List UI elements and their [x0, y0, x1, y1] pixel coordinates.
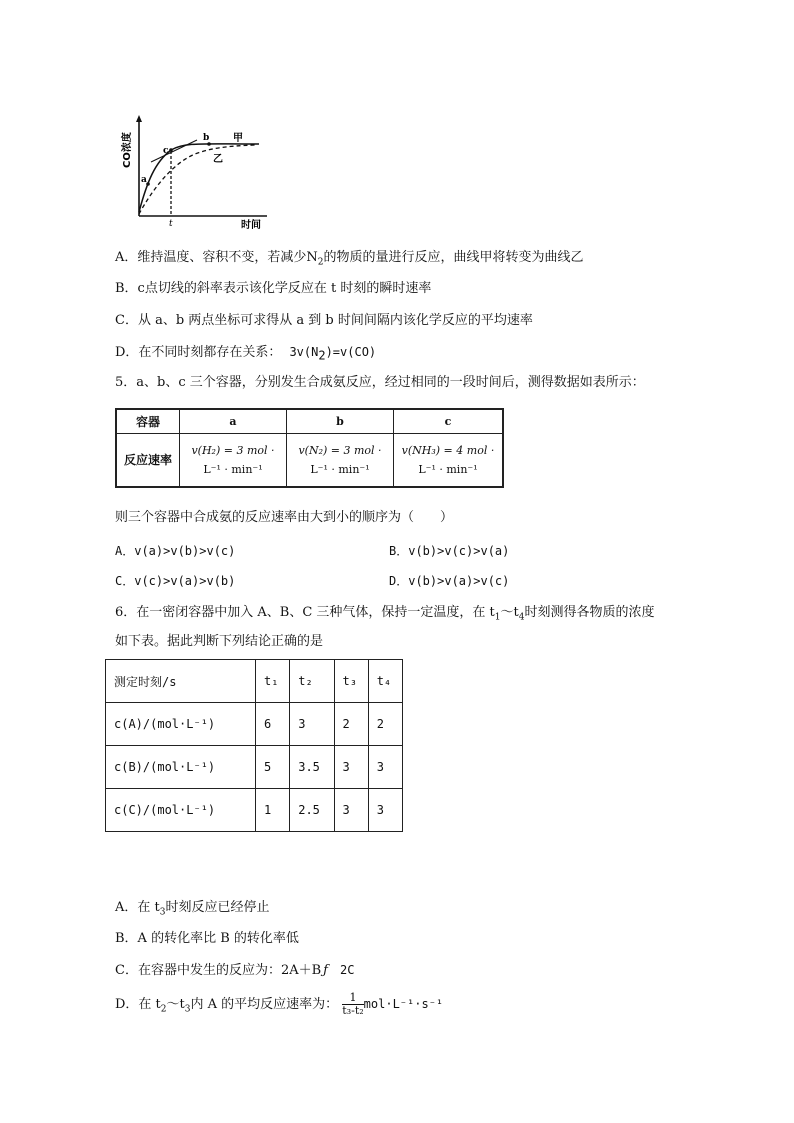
table-header-cell: t₄	[368, 660, 402, 703]
q6-stem-line1: 6．在一密闭容器中加入 A、B、C 三种气体，保持一定温度，在 $t_1\sim t_4$时刻测得各物质的浓度	[115, 605, 655, 623]
q4-option-a: A．维持温度、容积不变，若减少$N_2$的物质的量进行反应，曲线甲将转变为曲线乙	[115, 250, 584, 268]
table-cell: c(A)/(mol·L⁻¹)	[106, 703, 256, 746]
table-header-cell: a	[180, 409, 287, 433]
q5-stem: 5．a、b、c 三个容器，分别发生合成氨反应，经过相同的一段时间后，测得数据如表所示：	[115, 375, 645, 390]
table-cell: 3	[334, 789, 368, 832]
table-header-cell: t₂	[290, 660, 334, 703]
curve-yi	[139, 145, 255, 214]
table-cell: 2	[334, 703, 368, 746]
x-axis-label: 时间	[241, 220, 261, 230]
table-cell: 3	[368, 746, 402, 789]
table-cell: c(C)/(mol·L⁻¹)	[106, 789, 256, 832]
tangent-at-c	[151, 140, 197, 162]
q6-option-a: A．在 $t_3$时刻反应已经停止	[115, 900, 270, 918]
table-header-cell: t₃	[334, 660, 368, 703]
table-header-cell: 测定时刻/s	[106, 660, 256, 703]
table-row-label: 反应速率	[116, 433, 180, 487]
q5-rate-table	[115, 408, 504, 488]
table-cell: 3	[334, 746, 368, 789]
table-cell: 5	[256, 746, 290, 789]
point-c-dot	[169, 148, 173, 152]
q4-option-b: B．c点切线的斜率表示该化学反应在 t 时刻的瞬时速率	[115, 281, 432, 296]
q5-option-d: D．v(b)>v(a)>v(c)	[389, 574, 510, 588]
curve-jia-label: 甲	[233, 133, 243, 144]
table-cell: 2	[368, 703, 402, 746]
table-cell: c(B)/(mol·L⁻¹)	[106, 746, 256, 789]
table-header-cell: b	[287, 409, 394, 433]
table-cell: 3.5	[290, 746, 334, 789]
table-row	[106, 746, 403, 789]
table-row	[106, 703, 403, 746]
table-row	[106, 660, 403, 703]
q4-option-d: D．在不同时刻都存在关系： $3v(N_2)=v(CO)$	[115, 345, 377, 363]
table-cell: 3	[368, 789, 402, 832]
curve-yi-label: 乙	[213, 154, 223, 165]
table-header-cell: c	[394, 409, 504, 433]
table-cell: 6	[256, 703, 290, 746]
q6-option-d: D．在 $t_2\sim t_3$内 A 的平均反应速率为： $\frac{1}{\text{t₃-t₂}}$ mol·L⁻¹·s⁻¹	[115, 991, 444, 1017]
point-a-label: a	[141, 175, 147, 185]
q6-stem-line2: 如下表。据此判断下列结论正确的是	[115, 634, 324, 649]
q6-concentration-table	[105, 659, 403, 832]
table-header-cell: t₁	[256, 660, 290, 703]
q6-option-c: C．在容器中发生的反应为：2A＋B ƒ 2C	[115, 963, 355, 978]
q5-option-a: A．v(a)>v(b)>v(c)	[115, 544, 236, 558]
q6-option-b: B．A 的转化率比 B 的转化率低	[115, 931, 299, 946]
table-cell: v(NH₃) = 4 mol · L⁻¹ · min⁻¹	[394, 433, 504, 487]
q5-option-b: B．v(b)>v(c)>v(a)	[389, 544, 510, 558]
y-axis-label: CO浓度	[122, 132, 133, 168]
table-header-cell: 容器	[116, 409, 180, 433]
table-cell: 2.5	[290, 789, 334, 832]
point-b-label: b	[203, 133, 210, 143]
table-row	[106, 789, 403, 832]
table-cell: 3	[290, 703, 334, 746]
table-cell: 1	[256, 789, 290, 832]
table-cell: v(H₂) = 3 mol · L⁻¹ · min⁻¹	[180, 433, 287, 487]
co-concentration-graph	[115, 112, 275, 230]
point-c-label: c	[163, 146, 169, 156]
rate-fraction: $\frac{1}{\text{t₃-t₂}}$	[342, 991, 364, 1017]
tick-t-label: t	[169, 219, 173, 229]
y-axis-arrow	[136, 115, 142, 122]
q5-option-c: C．v(c)>v(a)>v(b)	[115, 574, 236, 588]
curve-jia	[139, 144, 259, 212]
table-cell: v(N₂) = 3 mol · L⁻¹ · min⁻¹	[287, 433, 394, 487]
q5-question: 则三个容器中合成氨的反应速率由大到小的顺序为（ ）	[115, 510, 454, 525]
q4-option-c: C．从 a、b 两点坐标可求得从 a 到 b 时间间隔内该化学反应的平均速率	[115, 313, 533, 328]
